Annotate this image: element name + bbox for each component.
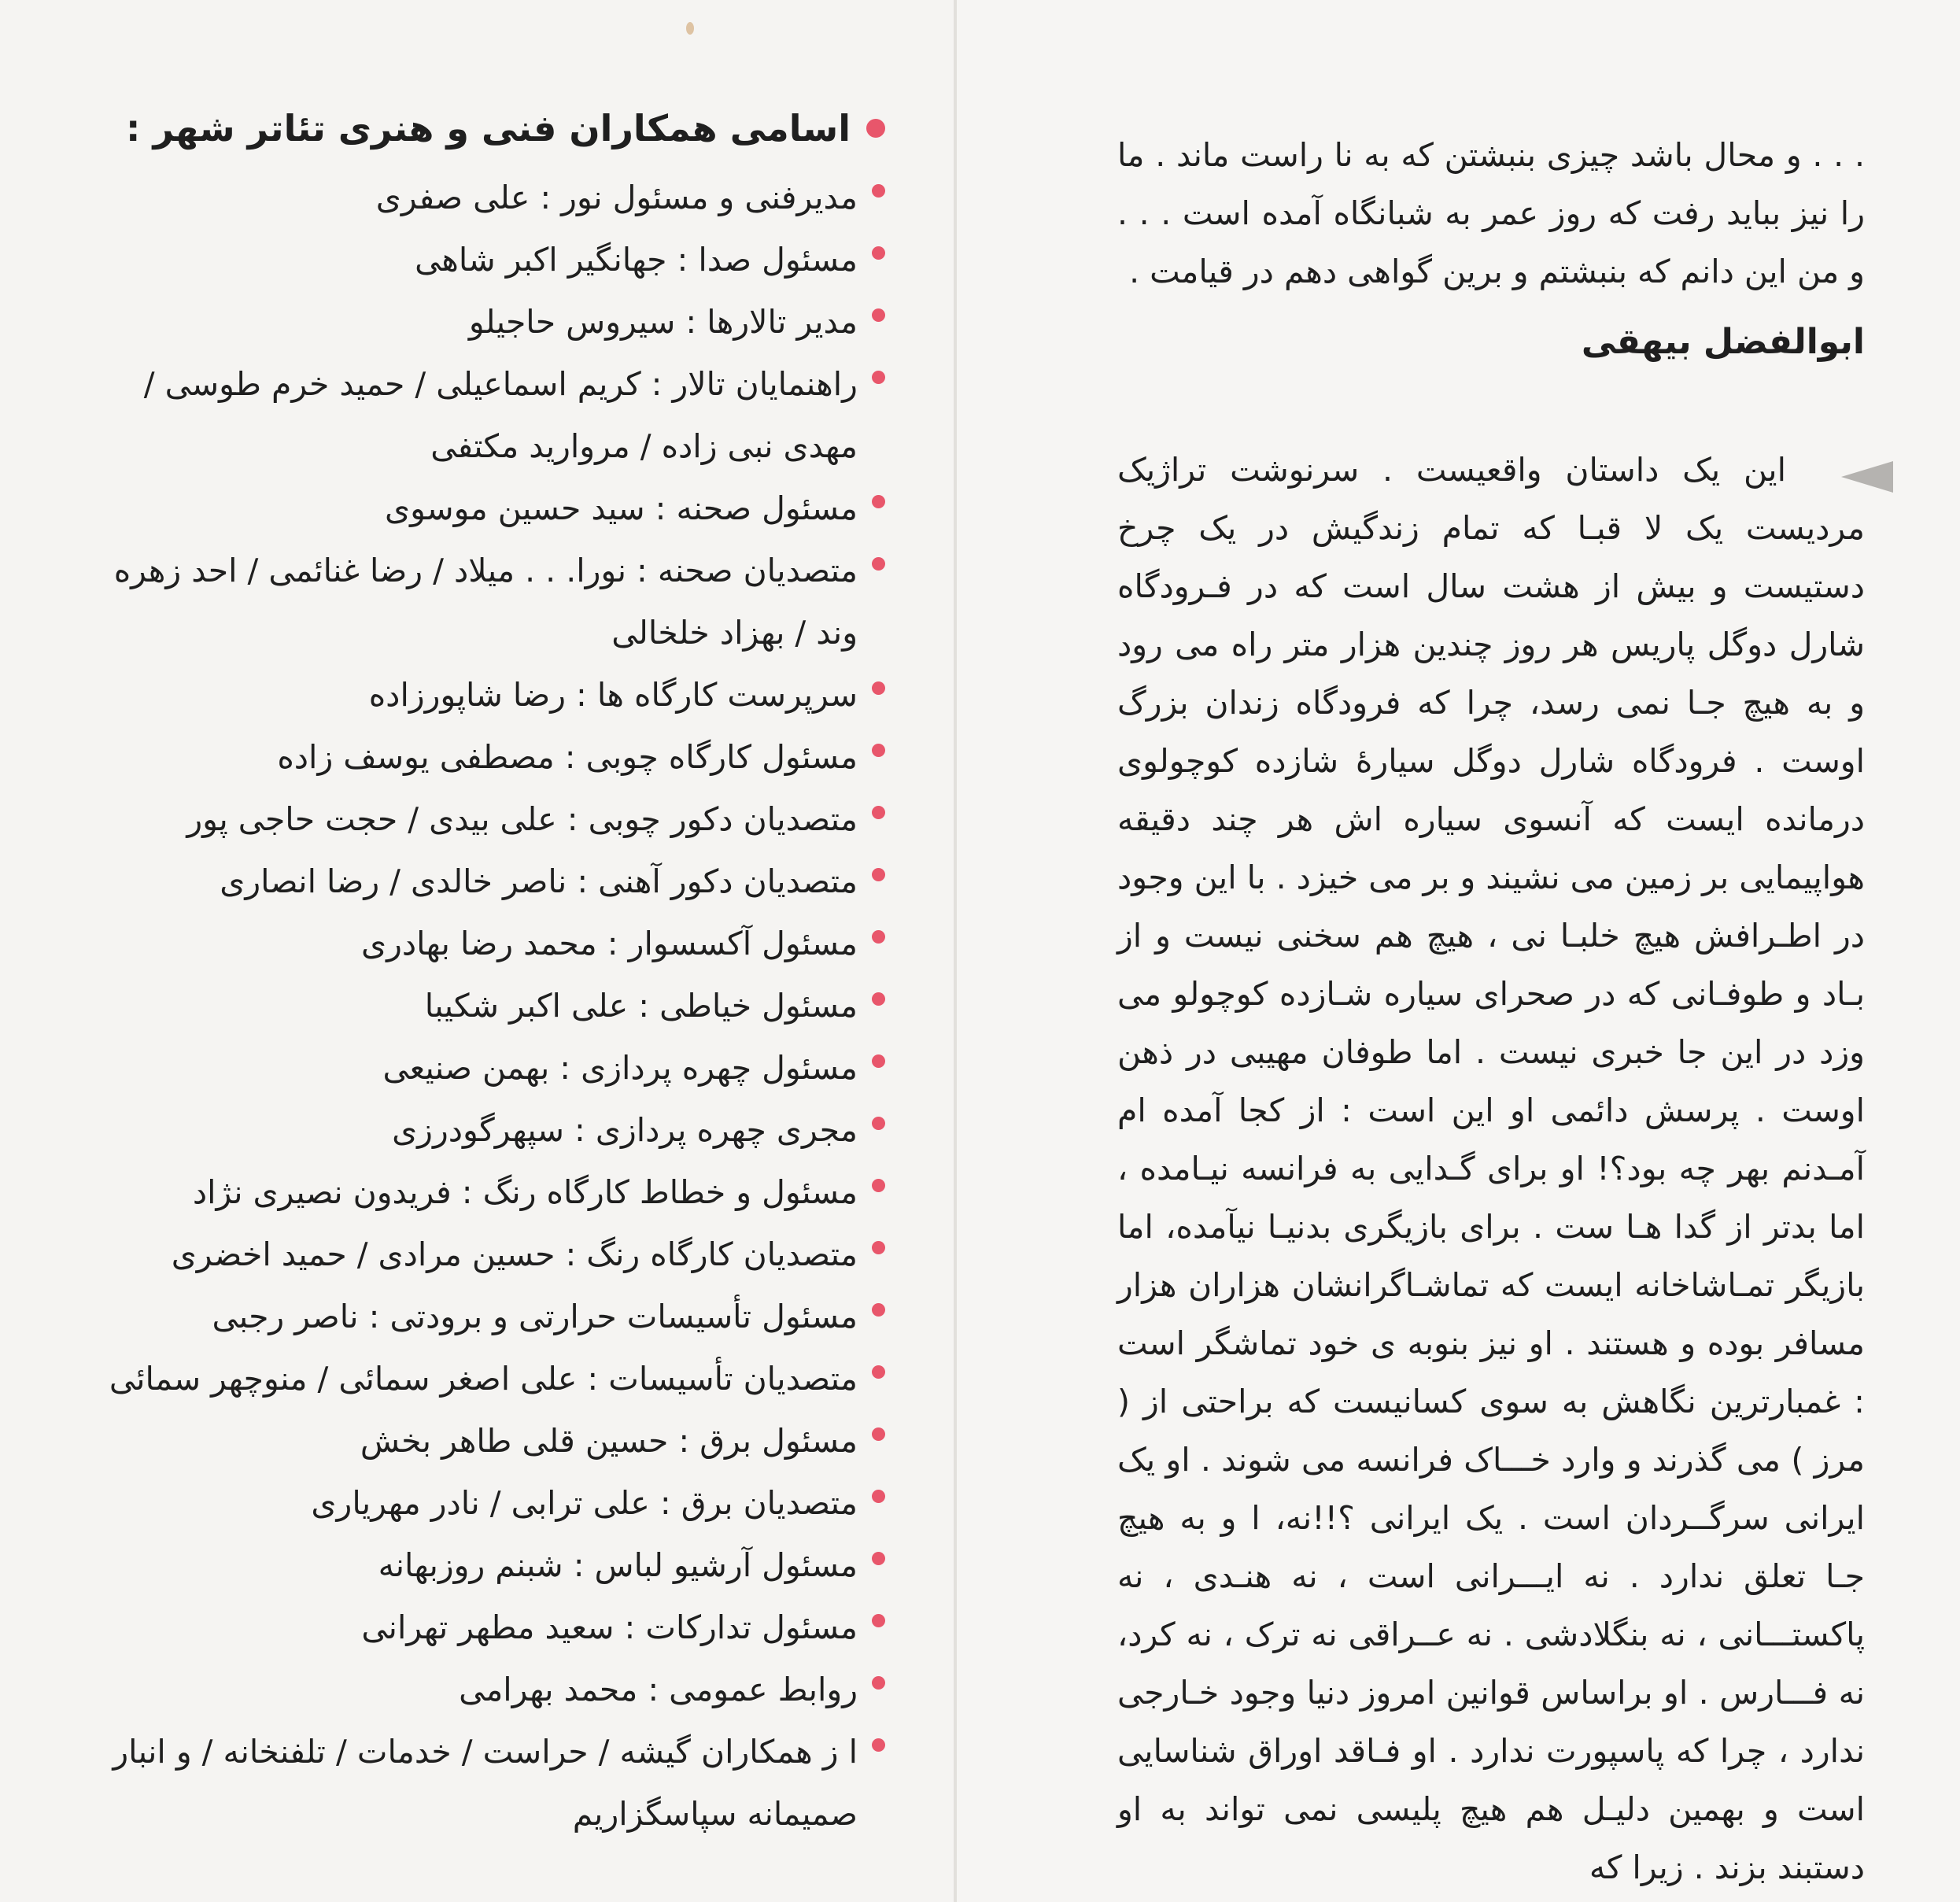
- credit-item: مسئول تدارکات : سعید مطهر تهرانی: [94, 1597, 885, 1659]
- epigraph-text: . . . و محال باشد چیزی بنبشتن که به نا راست ماند . ما را نیز بباید رفت که روز عمر به شبانگاه آمده است . . . و من این دانم که بنبشتم و برین گواهی دهم در قیامت .: [1117, 136, 1865, 290]
- essay-body: [1117, 441, 1865, 1896]
- credit-item: روابط عمومی : محمد بهرامی: [94, 1659, 885, 1721]
- essay-paragraph: این یک داستان واقعیست . سرنوشت تراژیک مردیست یک لا قبـا که تمام زندگیش در یک چرخ دستیست و بیش از هشت سال است که در فـرودگاه شارل دوگل پاریس هر روز چندین هزار متر راه می رود و به هیچ جـا نمی رسد، چرا که فرودگاه زندان بزرگ اوست . فرودگاه شارل دوگل سیارهٔ شازده کوچولوی درمانده ایست که آنسوی سیاره اش هر چند دقیقه هواپیمایی بر زمین می نشیند و بر می خیزد . با این وجود در اطـرافش هیچ خلبـا نی ، هیچ هم سخنی نیست و از بـاد و طوفـانی که در صحرای سیاره شـازده کوچولو می وزد در این جا خبری نیست . اما طوفان مهیبی در ذهن اوست . پرسش دائمی او این است : از کجا آمده ام آمـدنم بهر چه بود؟! او برای گـدایی به فرانسه نیـامده ، اما بدتر از گدا هـا ست . برای بازیگری بدنیـا نیآمده، اما بازیگر تمـاشاخانه ایست که تماشـاگرانشان هزاران هزار مسافر بوده و هستند . او نیز بنوبه ی خود تماشگر است : غمبارترین نگاهش به سوی کسانیست که براحتی از ( مرز ) می گذرند و وارد خـــاک فرانسه می شوند . او یک ایرانی سرگــردان است . یک ایرانی ؟!!نه، ا و به هیچ جـا تعلق ندارد . نه ایـــرانی است ، نه هنـدی ، نه پاکستـــانی ، نه بنگلادشی . نه عــراقی نه ترک ، نه کرد، نه فـــارس . او براساس قوانین امروز دنیا وجود خـارجی ندارد ، چرا که پاسپورت ندارد . او فـاقد اوراق شناسایی است و بهمین دلیـل هم هیچ پلیسی نمی تواند به او دستبند بزند . زیرا که: [1117, 451, 1865, 1886]
- ink-speck: [686, 22, 694, 35]
- bullet-icon: [872, 495, 885, 508]
- credit-item: متصدیان برق : علی ترابی / نادر مهریاری: [94, 1472, 885, 1535]
- bullet-icon: [872, 184, 885, 198]
- credit-item: مسئول صدا : جهانگیر اکبر شاهی: [94, 229, 885, 291]
- credit-item: مسئول خیاطی : علی اکبر شکیبا: [94, 975, 885, 1037]
- bullet-icon: [872, 557, 885, 571]
- credits-heading: اسامی همکاران فنی و هنری تئاتر شهر :: [94, 101, 885, 156]
- credit-item: مسئول صحنه : سید حسین موسوی: [94, 478, 885, 540]
- credit-item: راهنمایان تالار : کریم اسماعیلی / حمید خرم طوسی / مهدی نبی زاده / مروارید مکتفی: [94, 353, 885, 478]
- credit-item: متصدیان دکور چوبی : علی بیدی / حجت حاجی پور: [94, 788, 885, 851]
- credit-item: متصدیان دکور آهنی : ناصر خالدی / رضا انصاری: [94, 851, 885, 913]
- epigraph: [1117, 126, 1865, 378]
- credit-item: ا ز همکاران گیشه / حراست / خدمات / تلفنخانه / و انبار صمیمانه سپاسگزاریم: [94, 1721, 885, 1845]
- bullet-icon: [872, 1179, 885, 1192]
- bullet-icon: [872, 1241, 885, 1254]
- credit-item: مسئول کارگاه چوبی : مصطفی یوسف زاده: [94, 726, 885, 788]
- credits-list: [94, 101, 885, 1845]
- credit-item: مدیر تالارها : سیروس حاجیلو: [94, 291, 885, 353]
- bullet-icon: [872, 1054, 885, 1068]
- bullet-icon: [872, 681, 885, 695]
- credit-item: مسئول آرشیو لباس : شبنم روزبهانه: [94, 1535, 885, 1597]
- bullet-icon: [872, 992, 885, 1006]
- bullet-icon: [872, 1117, 885, 1130]
- credit-item: مسئول برق : حسین قلی طاهر بخش: [94, 1410, 885, 1472]
- credit-item: متصدیان تأسیسات : علی اصغر سمائی / منوچهر سمائی: [94, 1348, 885, 1410]
- credit-item: مسئول تأسیسات حرارتی و برودتی : ناصر رجبی: [94, 1286, 885, 1348]
- bullet-icon: [872, 1490, 885, 1503]
- arrow-marker-icon: [1841, 461, 1893, 493]
- bullet-icon: [872, 308, 885, 322]
- bullet-icon: [872, 930, 885, 944]
- bullet-icon: [872, 1427, 885, 1441]
- bullet-icon: [872, 1303, 885, 1317]
- bullet-icon: [872, 744, 885, 757]
- bullet-icon: [872, 1738, 885, 1752]
- credit-item: متصدیان کارگاه رنگ : حسین مرادی / حمید اخضری: [94, 1224, 885, 1286]
- bullet-icon: [872, 246, 885, 260]
- epigraph-author: ابوالفضل بیهقی: [1581, 322, 1865, 362]
- bullet-icon: [866, 119, 885, 138]
- credit-item: مسئول چهره پردازی : بهمن صنیعی: [94, 1037, 885, 1099]
- bullet-icon: [872, 1676, 885, 1690]
- essay: [1117, 126, 1865, 1896]
- bullet-icon: [872, 806, 885, 819]
- bullet-icon: [872, 1552, 885, 1565]
- credit-item: مجری چهره پردازی : سپهرگودرزی: [94, 1099, 885, 1162]
- credit-item: مدیرفنی و مسئول نور : علی صفری: [94, 167, 885, 229]
- bullet-icon: [872, 868, 885, 881]
- credit-item: متصدیان صحنه : نورا. . . میلاد / رضا غنائمی / احد زهره وند / بهزاد خلخالی: [94, 540, 885, 664]
- bullet-icon: [872, 371, 885, 384]
- credit-item: مسئول آکسسوار : محمد رضا بهادری: [94, 913, 885, 975]
- credit-item: مسئول و خطاط کارگاه رنگ : فریدون نصیری نژاد: [94, 1162, 885, 1224]
- bullet-icon: [872, 1614, 885, 1627]
- left-page: [0, 0, 954, 1902]
- bullet-icon: [872, 1365, 885, 1379]
- credit-item: سرپرست کارگاه ها : رضا شاپورزاده: [94, 664, 885, 726]
